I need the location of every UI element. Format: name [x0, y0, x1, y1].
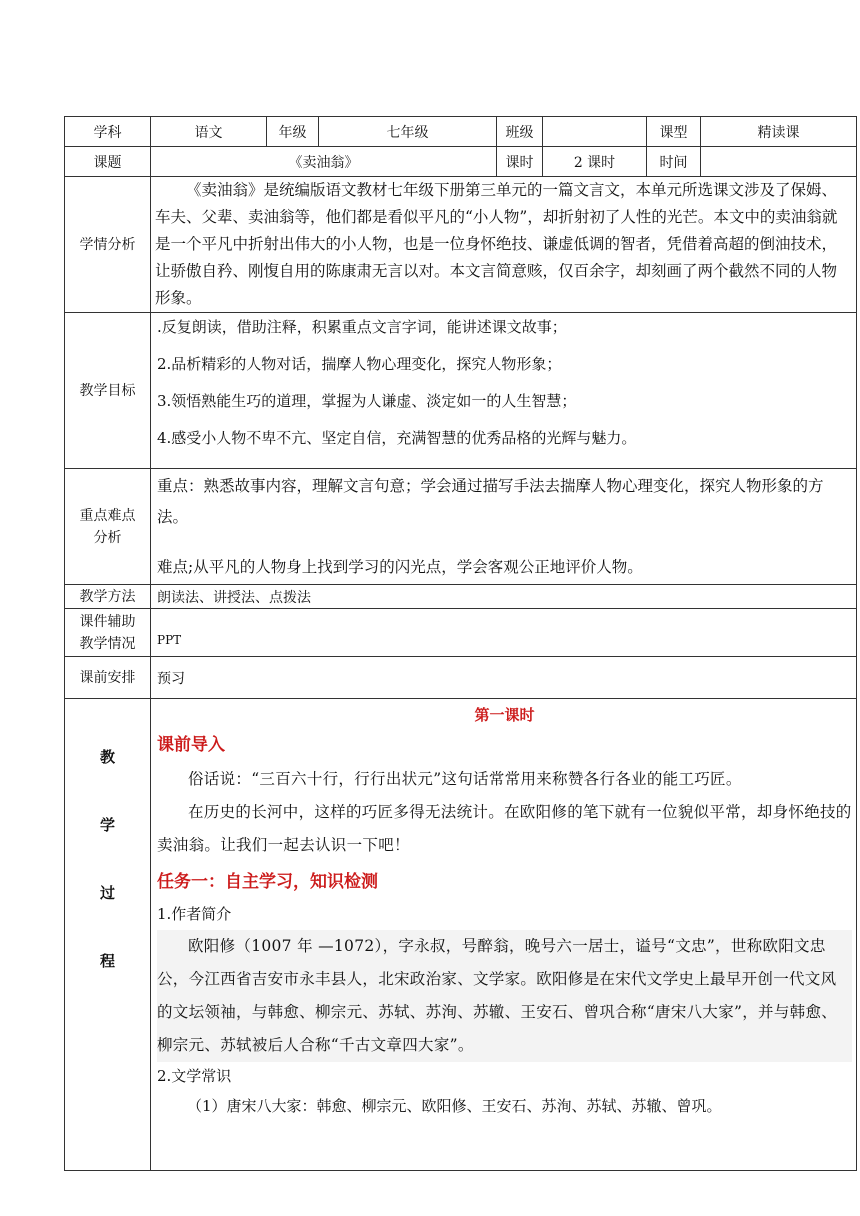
process-char: 程: [99, 952, 115, 970]
literature-item-1: （1）唐宋八大家：韩愈、柳宗元、欧阳修、王安石、苏洵、苏轼、苏辙、曾巩。: [187, 1097, 722, 1115]
preview-row: [65, 657, 857, 699]
keypoints-row: [65, 469, 857, 585]
aids-label-line2: 教学情况: [79, 635, 136, 652]
author-text: 欧阳修（1007 年 —1072），字永叔，号醉翁，晚号六一居士，谥号“文忠”，世称欧阳文忠公，今江西省吉安市永丰县人，北宋政治家、文学家。欧阳修是在宋代文学史上最早开创一代文风的文坛领袖，与韩愈、柳宗元、苏轼、苏洵、苏辙、王安石、曾巩合称“唐宋八大家”，并与韩愈、柳宗元、苏轼被后人合称“千古文章四大家”。: [157, 930, 852, 1062]
class-label: 班级: [497, 117, 543, 147]
grade-label: 年级: [267, 117, 319, 147]
process-label: [65, 699, 151, 1171]
subject-value: 语文: [151, 117, 267, 147]
topic-label: 课题: [65, 147, 151, 177]
goal-item: 4.感受小人物不卑不亢、坚定自信，充满智慧的优秀品格的光辉与魅力。: [157, 429, 637, 447]
hours-label: 课时: [497, 147, 543, 177]
keypoints-label: [65, 469, 151, 585]
analysis-label: 学情分析: [65, 177, 151, 313]
focus-text: 重点：熟悉故事内容，理解文言句意；学会通过描写手法去揣摩人物心理变化，探究人物形象的方法。: [157, 477, 824, 526]
aids-label: [65, 609, 151, 657]
method-label: 教学方法: [65, 585, 151, 609]
type-label: 课型: [647, 117, 701, 147]
preview-label: 课前安排: [65, 657, 151, 699]
process-char: 学: [99, 816, 115, 834]
keypoints-label-line1: 重点难点: [79, 507, 136, 524]
process-char: 教: [99, 748, 115, 766]
lesson-plan-table: [64, 116, 857, 1171]
type-value: 精读课: [701, 117, 857, 147]
hours-value: 2 课时: [543, 147, 647, 177]
subject-label: 学科: [65, 117, 151, 147]
method-row: [65, 585, 857, 609]
intro-paragraph-2: 在历史的长河中，这样的巧匠多得无法统计。在欧阳修的笔下就有一位貌似平常，却身怀绝技的卖油翁。让我们一起去认识一下吧！: [157, 803, 852, 854]
author-heading: 1.作者简介: [157, 905, 232, 923]
process-row: [65, 699, 857, 1171]
goal-item: 2.品析精彩的人物对话，揣摩人物心理变化，探究人物形象；: [157, 355, 562, 373]
keypoints-label-line2: 分析: [93, 529, 122, 546]
time-label: 时间: [647, 147, 701, 177]
class-value: [543, 117, 647, 147]
goal-item: .反复朗读，借助注释，积累重点文言字词，能讲述课文故事；: [157, 318, 567, 336]
topic-value: 《卖油翁》: [151, 147, 497, 177]
goals-row: [65, 313, 857, 469]
task1-heading: 任务一：自主学习，知识检测: [157, 872, 378, 892]
literature-heading: 2.文学常识: [157, 1067, 232, 1085]
method-value: 朗读法、讲授法、点拨法: [151, 585, 857, 609]
grade-value: 七年级: [319, 117, 497, 147]
header-row-1: [65, 117, 857, 147]
intro-heading: 课前导入: [157, 735, 225, 755]
goals-label: 教学目标: [65, 313, 151, 469]
difficulty-text: 难点;从平凡的人物身上找到学习的闪光点，学会客观公正地评价人物。: [157, 558, 643, 576]
preview-value: 预习: [151, 657, 857, 699]
aids-row: [65, 609, 857, 657]
analysis-text: 《卖油翁》是统编版语文教材七年级下册第三单元的一篇文言文，本单元所选课文涉及了保姆、车夫、父辈、卖油翁等，他们都是看似平凡的“小人物”，却折射初了人性的光芒。本文中的卖油翁就是一个平凡中折射出伟大的小人物，也是一位身怀绝技、谦虚低调的智者，凭借着高超的倒油技术，让骄傲自矜、刚愎自用的陈康肃无言以对。本文言简意赅，仅百余字，却刻画了两个截然不同的人物形象。: [155, 181, 838, 307]
aids-value: PPT: [151, 609, 857, 657]
analysis-row: [65, 177, 857, 313]
header-row-2: [65, 147, 857, 177]
intro-paragraph-1: 俗话说：“三百六十行，行行出状元”这句话常常用来称赞各行各业的能工巧匠。: [188, 770, 742, 788]
goal-item: 3.领悟熟能生巧的道理，掌握为人谦虚、淡定如一的人生智慧；: [157, 392, 577, 410]
process-char: 过: [99, 884, 115, 902]
lesson-title: 第一课时: [474, 706, 535, 724]
aids-label-line1: 课件辅助: [79, 613, 136, 630]
time-value: [701, 147, 857, 177]
